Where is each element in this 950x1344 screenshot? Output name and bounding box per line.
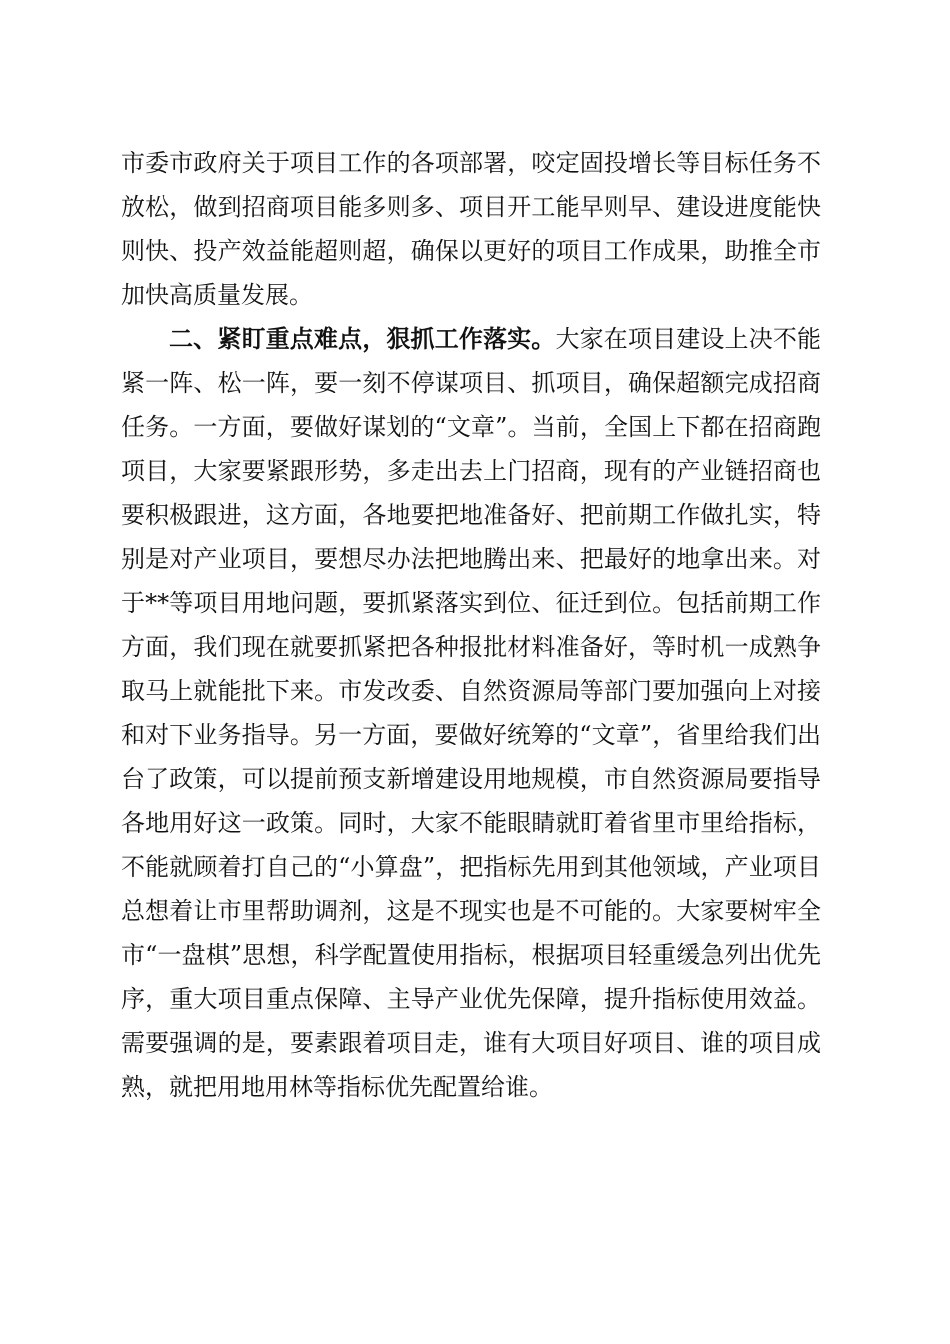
document-body <box>121 141 821 1109</box>
paragraph-section-two <box>121 317 821 1109</box>
paragraph-continuation: 市委市政府关于项目工作的各项部署，咬定固投增长等目标任务不放松，做到招商项目能多则多、项目开工能早则早、建设进度能快则快、投产效益能超则超，确保以更好的项目工作成果，助推全市加快高质量发展。 <box>121 149 821 309</box>
section-two-heading: 二、紧盯重点难点，狠抓工作落实。 <box>169 325 556 353</box>
section-two-body: 大家在项目建设上决不能紧一阵、松一阵，要一刻不停谋项目、抓项目，确保超额完成招商任务。一方面，要做好谋划的“文章”。当前，全国上下都在招商跑项目，大家要紧跟形势，多走出去上门招商，现有的产业链招商也要积极跟进，这方面，各地要把地准备好、把前期工作做扎实，特别是对产业项目，要想尽办法把地腾出来、把最好的地拿出来。对于**等项目用地问题，要抓紧落实到位、征迁到位。包括前期工作方面，我们现在就要抓紧把各种报批材料准备好，等时机一成熟争取马上就能批下来。市发改委、自然资源局等部门要加强向上对接和对下业务指导。另一方面，要做好统筹的“文章”，省里给我们出台了政策，可以提前预支新增建设用地规模，市自然资源局要指导各地用好这一政策。同时，大家不能眼睛就盯着省里市里给指标，不能就顾着打自己的“小算盘”，把指标先用到其他领域，产业项目总想着让市里帮助调剂，这是不现实也是不可能的。大家要树牢全市“一盘棋”思想，科学配置使用指标，根据项目轻重缓急列出优先序，重大项目重点保障、主导产业优先保障，提升指标使用效益。需要强调的是，要素跟着项目走，谁有大项目好项目、谁的项目成熟，就把用地用林等指标优先配置给谁。 <box>121 325 822 1101</box>
